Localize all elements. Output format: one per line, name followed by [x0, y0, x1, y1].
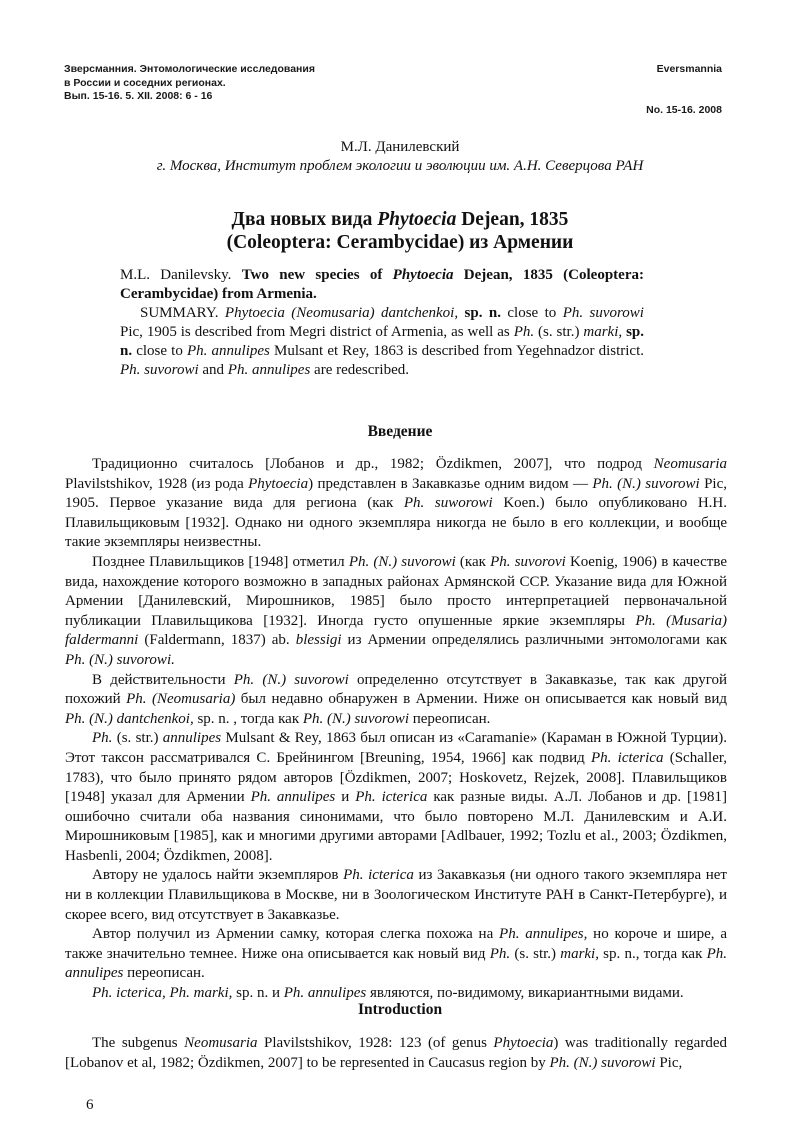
text-run: (s. str.)	[534, 324, 584, 340]
text-run: Ph. (N.) suvorowi	[233, 671, 349, 688]
text-run: из Армении определялись различными энтомологами как	[341, 632, 727, 649]
text-run: Two new species of	[241, 267, 393, 283]
text-run: Ph. (Musaria) faldermanni	[65, 612, 727, 649]
issue-number: No. 15-16. 2008	[646, 103, 722, 116]
title-genus: Phytoecia	[377, 209, 457, 230]
text-run: Koen.) было опубликовано Н.Н. Плавильщиковым [1932]. Однако ни одного экземпляра никогда не было в его коллекции, и вообще такие экземпляры неизвестны.	[65, 495, 728, 551]
text-run: SUMMARY.	[140, 305, 225, 321]
text-run: annulipes	[162, 730, 222, 747]
text-run: The subgenus	[92, 1035, 185, 1051]
text-run: sp. n.	[458, 305, 501, 321]
text-run: Ph. (N.) suvorowi.	[65, 651, 175, 668]
text-run: был недавно обнаружен в Армении. Ниже он описывается как новый вид	[235, 691, 727, 708]
text-run: Традиционно считалось [Лобанов и др., 1982; Özdikmen, 2007], что подрод	[92, 456, 654, 472]
text-run: (как	[455, 553, 491, 570]
text-run: Plavilstshikov, 1928 (из рода	[65, 475, 249, 492]
section-heading-vvedenie: Введение	[367, 423, 433, 440]
text-run: close to	[500, 305, 563, 321]
text-run: sp. n., тогда как	[598, 945, 707, 962]
paragraph	[65, 729, 727, 866]
text-run: и	[335, 789, 356, 806]
paragraph	[65, 671, 727, 730]
text-run: Phytoecia	[248, 475, 309, 492]
text-run: Phytoecia	[392, 267, 454, 283]
text-run: Ph. icterica	[591, 749, 664, 766]
text-run: Ph. (N.) suvorowi	[302, 710, 409, 727]
paragraph	[65, 925, 727, 984]
text-run: sp. n. , тогда как	[193, 710, 303, 727]
text-run: Mulsant & Rey, 1863 был описан из «Caramanie» (Караман в Южной Турции). Этот таксон рассматривался С. Брейнингом [Breuning, 1954, 1966] как подвид	[65, 730, 727, 766]
section-heading-introduction: Introduction	[357, 1001, 443, 1018]
text-run: ) представлен в Закавказье одним видом —	[308, 475, 593, 492]
text-run: Ph. suworowi	[403, 495, 493, 512]
text-run: Ph.	[513, 324, 535, 340]
paragraph	[65, 455, 727, 553]
text-run: (Schaller, 1783), что было принято рядом авторов [Özdikmen, 2007; Hoskovetz, Rejzek, 2008]. Плавильщиков [1948] указал для Армении	[65, 749, 727, 806]
text-run: Ph. (N.) suvorowi	[549, 1054, 656, 1071]
text-run: являются, по-видимому, викариантными видами.	[366, 985, 684, 1002]
text-run: (Faldermann, 1837) ab.	[138, 632, 296, 649]
paragraph	[65, 1034, 727, 1073]
text-run: Ph. (N.) dantchenkoi,	[65, 710, 194, 727]
text-run: из Закавказья (ни одного такого экземпляра нет ни в коллекции Плавильщикова в Москве, ни в Зоологическом Институте РАН в Санкт-Петербурге), и скорее всего, вид отсутствует в Закавказье.	[65, 867, 727, 923]
text-run: blessigi	[295, 632, 342, 649]
text-run: Ph. annulipes	[187, 343, 270, 359]
text-run: Neomusaria	[653, 456, 727, 472]
text-run: В действительности	[92, 671, 234, 688]
text-run: close to	[132, 343, 187, 359]
text-run: marki,	[560, 945, 599, 962]
header-line: Зверсманния. Энтомологические исследования	[64, 63, 315, 75]
text-run: marki,	[583, 324, 623, 340]
text-run: sp. n.	[120, 324, 644, 359]
text-run: Ph. annulipes	[283, 985, 367, 1002]
text-run: ) was traditionally regarded [Lobanov et al, 1982; Özdikmen, 2007] to be represented in Caucasus region by	[65, 1035, 727, 1071]
text-run: Mulsant et Rey, 1863 is described from Yegehnadzor district.	[269, 343, 644, 359]
text-run: переописан.	[123, 965, 205, 982]
text-run: Plavilstshikov, 1928: 123 (of genus	[257, 1035, 494, 1051]
text-run: Pic, 1905 is described from Megri district of Armenia, as well as	[120, 324, 514, 340]
text-run: Ph. annulipes	[227, 362, 311, 378]
text-run: Ph. suvorowi	[562, 305, 644, 321]
text-run: sp. n. и	[232, 985, 284, 1002]
text-run: Phytoecia (Neomusaria) dantchenkoi,	[224, 305, 459, 321]
text-run: Pic, 1905. Первое указание вида для региона (как	[65, 475, 727, 512]
text-run: Phytoecia	[493, 1035, 554, 1051]
paragraph	[65, 866, 727, 925]
header-line: Вып. 15-16. 5. XII. 2008: 6 - 16	[64, 90, 213, 102]
text-run: Neomusaria	[184, 1035, 258, 1051]
text-run: Ph.	[489, 945, 511, 962]
summary-citation	[120, 266, 644, 304]
text-run: Ph. (N.) suvorowi	[348, 553, 456, 570]
journal-header-left	[64, 63, 484, 104]
text-run: Ph. (N.) suvorowi	[592, 475, 700, 492]
text-run: Ph. annulipes	[250, 789, 336, 806]
text-run: (s. str.)	[112, 730, 163, 747]
text-run: M.L. Danilevsky.	[120, 267, 242, 283]
text-run: Dejean, 1835 (Coleoptera: Cerambycidae) from Armenia.	[120, 267, 644, 302]
text-run: Ph. icterica	[343, 867, 414, 884]
text-run: определенно отсутствует в Закавказье, так как другой похожий	[65, 671, 728, 708]
text-run: Koenig, 1906) в качестве вида, нахождение которого возможно в западных районах Армянской ССР. Указание вида для Южной Армении [Данилевский, Мирошников, 1985] было просто интерпретацией первоначальной публикации Плавильщикова [1932]. Иногда густо опушенные яркие экземпляры	[65, 553, 728, 629]
text-run: (s. str.)	[510, 945, 561, 962]
text-run: and	[198, 362, 228, 378]
journal-header-right	[522, 63, 722, 117]
text-run: Ph. suvorovi	[490, 553, 566, 570]
article-title	[0, 208, 800, 254]
text-run: are redescribed.	[310, 362, 409, 378]
introduction-russian	[65, 455, 727, 1004]
text-run: но короче и шире, а также значительно темнее. Ниже она описывается как новый вид	[65, 926, 727, 962]
introduction-english	[65, 1034, 727, 1073]
text-run: Ph. suvorowi	[120, 362, 199, 378]
text-run: Ph. icterica	[355, 789, 428, 806]
text-run: Ph.	[92, 730, 113, 747]
text-run: Pic,	[655, 1054, 683, 1071]
paragraph	[65, 553, 727, 671]
page-number: 6	[86, 1097, 94, 1113]
text-run: переописан.	[408, 710, 491, 727]
author-name: М.Л. Данилевский	[340, 139, 460, 155]
text-run: Автору не удалось найти экземпляров	[92, 867, 344, 884]
english-summary	[120, 266, 644, 380]
text-run: Ph. annulipes,	[499, 926, 588, 943]
title-line-2: (Coleoptera: Cerambycidae) из Армении	[226, 232, 574, 253]
text-run: Ph. (Neomusaria)	[126, 691, 236, 708]
journal-name: Eversmannia	[656, 63, 722, 75]
text-run: Ph. icterica, Ph. marki,	[92, 985, 233, 1002]
text-run: Позднее Плавильщиков [1948] отметил	[92, 553, 349, 570]
text-run: Ph. annulipes	[65, 945, 727, 982]
text-run: Автор получил из Армении самку, которая слегка похожа на	[92, 926, 500, 943]
text-run: как разные виды. А.Л. Лобанов и др. [1981] ошибочно считали оба названия синонимами, что было повторено М.Л. Данилевским и А.И. Мирошниковым [1985], как и многими другими авторами [Adlbauer, 1992; Tozlu et al., 2003; Özdikmen, Hasbenli, 2004; Özdikmen, 2008].	[65, 789, 728, 864]
title-line-1: Два новых вида Phytoecia Dejean, 1835	[231, 209, 569, 230]
author-affiliation: г. Москва, Институт проблем экологии и эволюции им. А.Н. Северцова РАН	[156, 158, 644, 174]
header-line: в России и соседних регионах.	[64, 76, 226, 89]
summary-text	[120, 304, 644, 380]
